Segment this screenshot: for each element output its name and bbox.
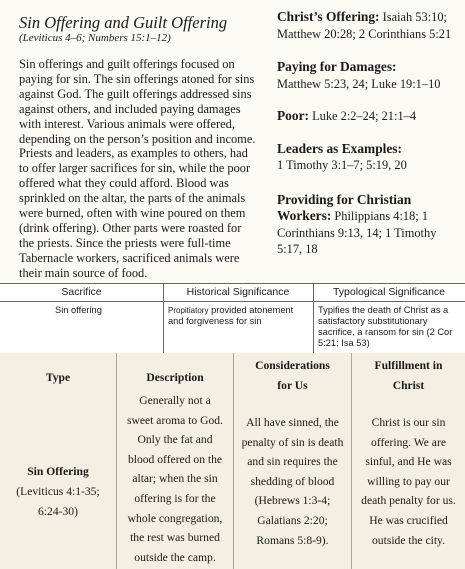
cell-fulfillment: Christ is our sin offering. We are sinful, and He was willing to pay our death penalty for us. He was crucified outside the city. [361, 416, 456, 547]
article-section [0, 0, 465, 283]
reference-heading: Providing for Christian Workers: [277, 191, 412, 223]
significance-table [0, 283, 465, 353]
cell-sacrifice: Sin offering [55, 305, 102, 315]
reference-text: Matthew 5:23, 24; Luke 19:1–10 [277, 76, 441, 91]
column-header-fulfillment: Fulfillment in Christ [374, 359, 443, 392]
reference-item [277, 192, 462, 258]
reference-item [277, 9, 462, 42]
table-header-row [0, 283, 465, 302]
cell-type-reference: (Leviticus 4:1-35; 6:24-30) [16, 485, 100, 518]
column-type [0, 353, 116, 521]
reference-heading: Christ’s Offering: [277, 9, 380, 24]
reference-heading: Paying for Damages: [277, 59, 397, 74]
reference-sidebar [277, 9, 462, 275]
cell-considerations: All have sinned, the penalty of sin is death and sin requires the shedding of blood (Hebrews 1:3-4; Galatians 2:20; Romans 5:8-9). [241, 416, 344, 547]
column-description [117, 353, 233, 567]
column-header-sacrifice: Sacrifice [61, 286, 102, 298]
reference-heading: Poor: [277, 108, 309, 123]
cell-historical-text: provided atonement and forgiveness for sin [168, 305, 294, 326]
reference-text: 1 Timothy 3:1–7; 5:19, 20 [277, 158, 407, 172]
reference-heading: Leaders as Examples: [277, 140, 402, 156]
cell-description: Generally not a sweet aroma to God. Only the fat and blood offered on the altar; when the sin offering is for the whole congregation, the rest was burned outside the camp. [127, 394, 223, 564]
column-fulfillment [352, 353, 465, 550]
reference-text: Luke 2:2–24; 21:1–4 [312, 109, 417, 123]
offering-table [0, 353, 465, 569]
reference-item [277, 141, 462, 174]
cell-type: Sin Offering [27, 465, 89, 478]
article-text [19, 13, 257, 281]
section-title: Sin Offering and Guilt Offering [19, 13, 228, 32]
cell-historical-prefix: Propitiatory [168, 306, 209, 315]
reference-item [277, 108, 462, 125]
reference-text: Philippians 4:18; 1 Corinthians 9:13, 14; 1 Timothy 5:17, 18 [277, 209, 437, 256]
cell-typological: Typifies the death of Christ as a satisfactory substitutionary sacrifice, a ransom for sin (2 Cor 5:21; Isa 53) [318, 305, 453, 348]
column-header-description: Description [146, 371, 204, 384]
column-header-considerations: Considerations for Us [255, 359, 330, 392]
reference-item [277, 59, 462, 92]
column-header-typological: Typological Significance [332, 286, 446, 298]
cell-historical [168, 305, 308, 327]
section-body: Sin offerings and guilt offerings focused on paying for sin. The sin offerings atoned for sins against God. The guilt offerings addressed sins against others, and included paying damages with interest. Various animals were offered, depending on the person’s position and income. Priests and leaders, as examples to others, had to offer larger sacrifices for sin, while the poor offered what they could afford. Blood was sprinkled on the altar, the parts of the animals were burned, often with wine poured on them (drink offering). Other parts were roasted for the priests. Since the priests were full-time Tabernacle workers, sacrificed animals were their main source of food. [19, 57, 256, 280]
reference-text: Isaiah 53:10; Matthew 20:28; 2 Corinthians 5:21 [277, 10, 452, 41]
section-subtitle: (Leviticus 4–6; Numbers 15:1–12) [19, 32, 171, 44]
column-header-type: Type [45, 371, 71, 384]
column-divider [163, 283, 164, 353]
column-header-historical: Historical Significance [186, 286, 290, 298]
column-considerations [234, 353, 351, 550]
column-divider [313, 283, 314, 353]
